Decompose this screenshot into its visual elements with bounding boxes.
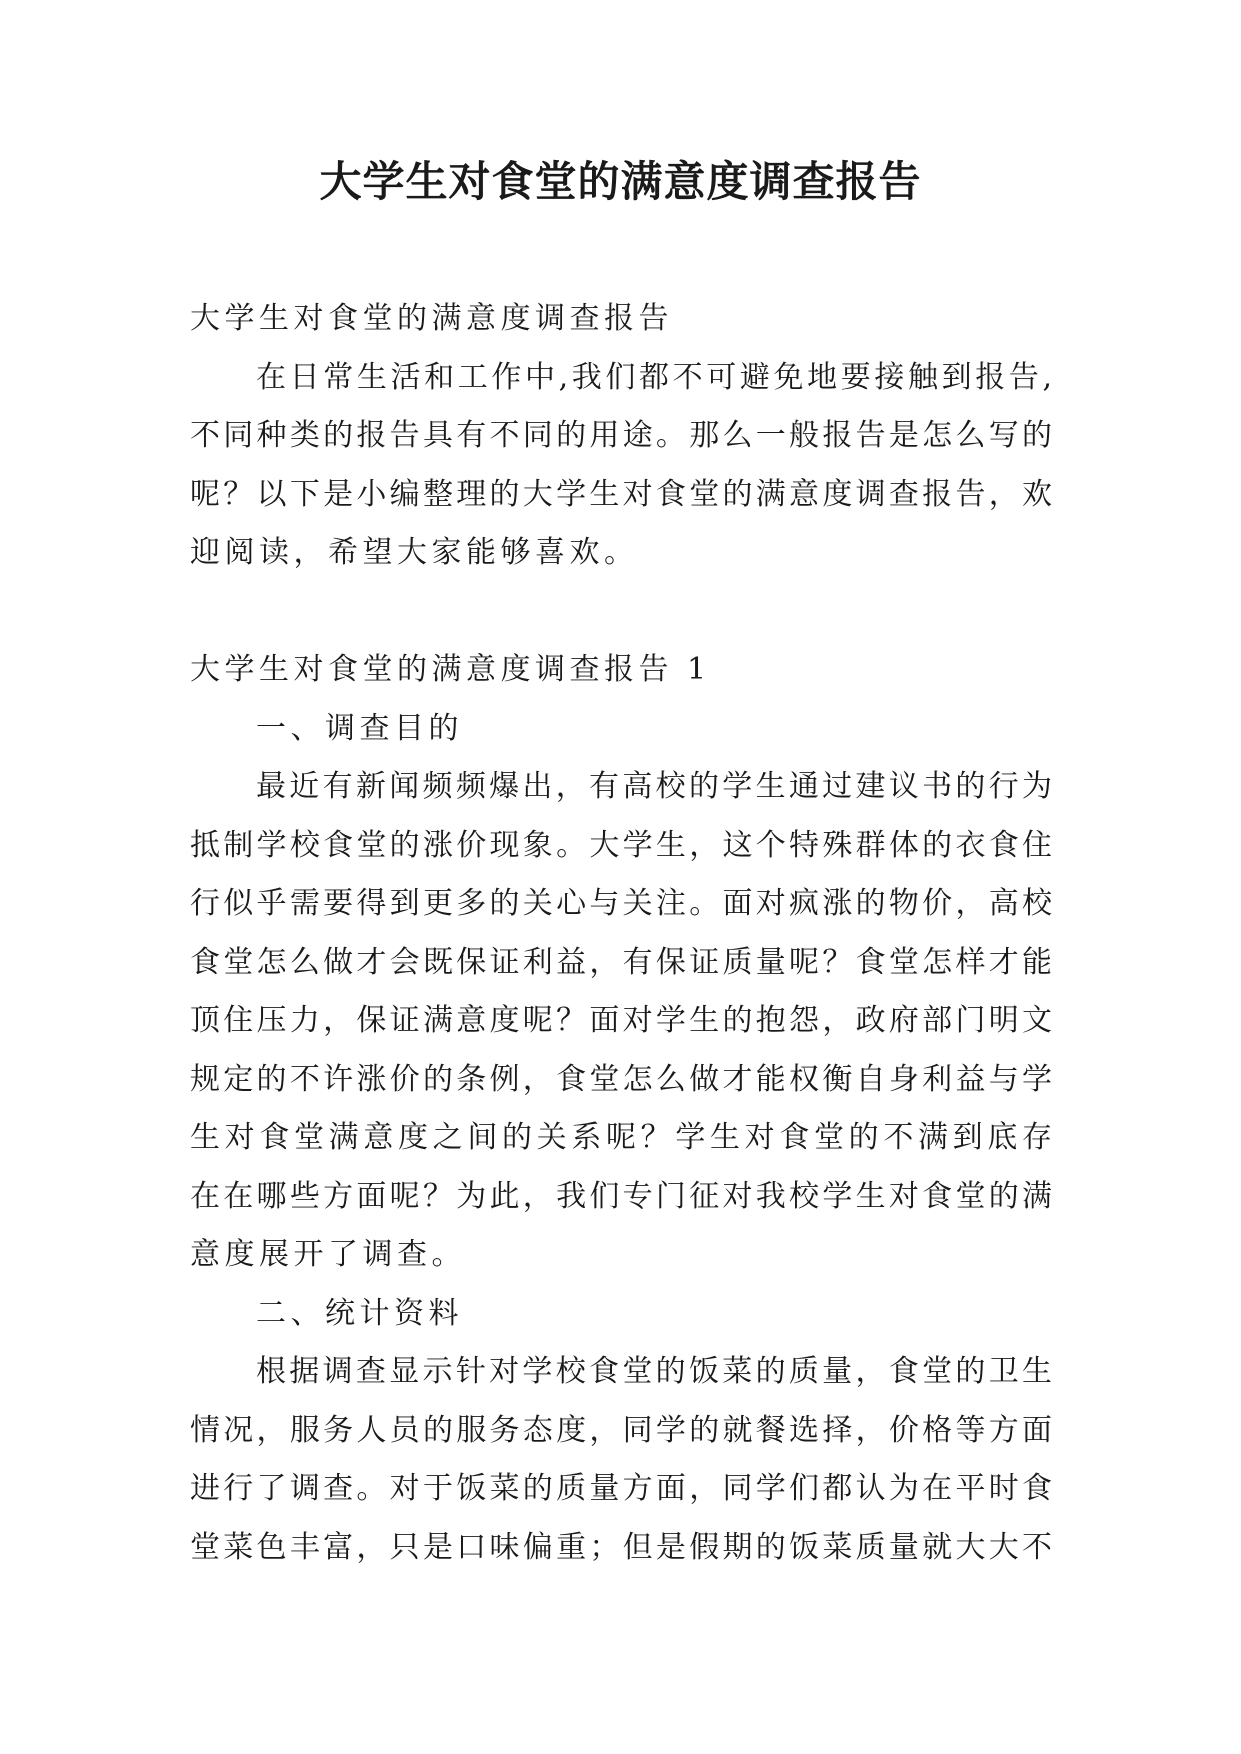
intro-line: 呢？以下是小编整理的大学生对食堂的满意度调查报告，欢 — [190, 476, 1052, 512]
intro-line: 在日常生活和工作中,我们都不可避免地要接触到报告, — [256, 359, 1052, 395]
paragraph-line: 规定的不许涨价的条例，食堂怎么做才能权衡自身利益与学 — [190, 1061, 1052, 1097]
subtitle: 大学生对食堂的满意度调查报告 — [190, 301, 673, 336]
document-body — [190, 290, 1052, 1577]
paragraph-line: 顶住压力，保证满意度呢？面对学生的抱怨，政府部门明文 — [190, 1003, 1052, 1038]
paragraph-line: 进行了调查。对于饭菜的质量方面，同学们都认为在平时食 — [190, 1471, 1052, 1506]
section-title: 大学生对食堂的满意度调查报告 1 — [190, 652, 711, 687]
intro-line: 不同种类的报告具有不同的用途。那么一般报告是怎么写的 — [190, 418, 1052, 453]
paragraph-line: 食堂怎么做才会既保证利益，有保证质量呢？食堂怎样才能 — [190, 944, 1052, 980]
paragraph-line: 行似乎需要得到更多的关心与关注。面对疯涨的物价，高校 — [190, 886, 1052, 921]
paragraph-line: 堂菜色丰富，只是口味偏重；但是假期的饭菜质量就大大不 — [190, 1529, 1052, 1565]
paragraph-line: 抵制学校食堂的涨价现象。大学生，这个特殊群体的衣食住 — [190, 827, 1052, 863]
paragraph-spacer — [190, 583, 1052, 642]
paragraph-line: 在在哪些方面呢？为此，我们专门征对我校学生对食堂的满 — [190, 1178, 1052, 1214]
paragraph-line: 最近有新闻频频爆出，有高校的学生通过建议书的行为 — [256, 769, 1052, 804]
document-title: 大学生对食堂的满意度调查报告 — [319, 157, 922, 206]
paragraph-line: 生对食堂满意度之间的关系呢？学生对食堂的不满到底存 — [190, 1120, 1052, 1155]
paragraph-line: 根据调查显示针对学校食堂的饭菜的质量，食堂的卫生 — [256, 1354, 1052, 1389]
paragraph-line: 情况，服务人员的服务态度，同学的就餐选择，价格等方面 — [190, 1412, 1052, 1448]
paragraph-line: 意度展开了调查。 — [190, 1237, 466, 1272]
intro-line: 迎阅读，希望大家能够喜欢。 — [190, 535, 639, 570]
section-heading: 一、调查目的 — [256, 710, 463, 746]
section-heading: 二、统计资料 — [256, 1295, 463, 1331]
